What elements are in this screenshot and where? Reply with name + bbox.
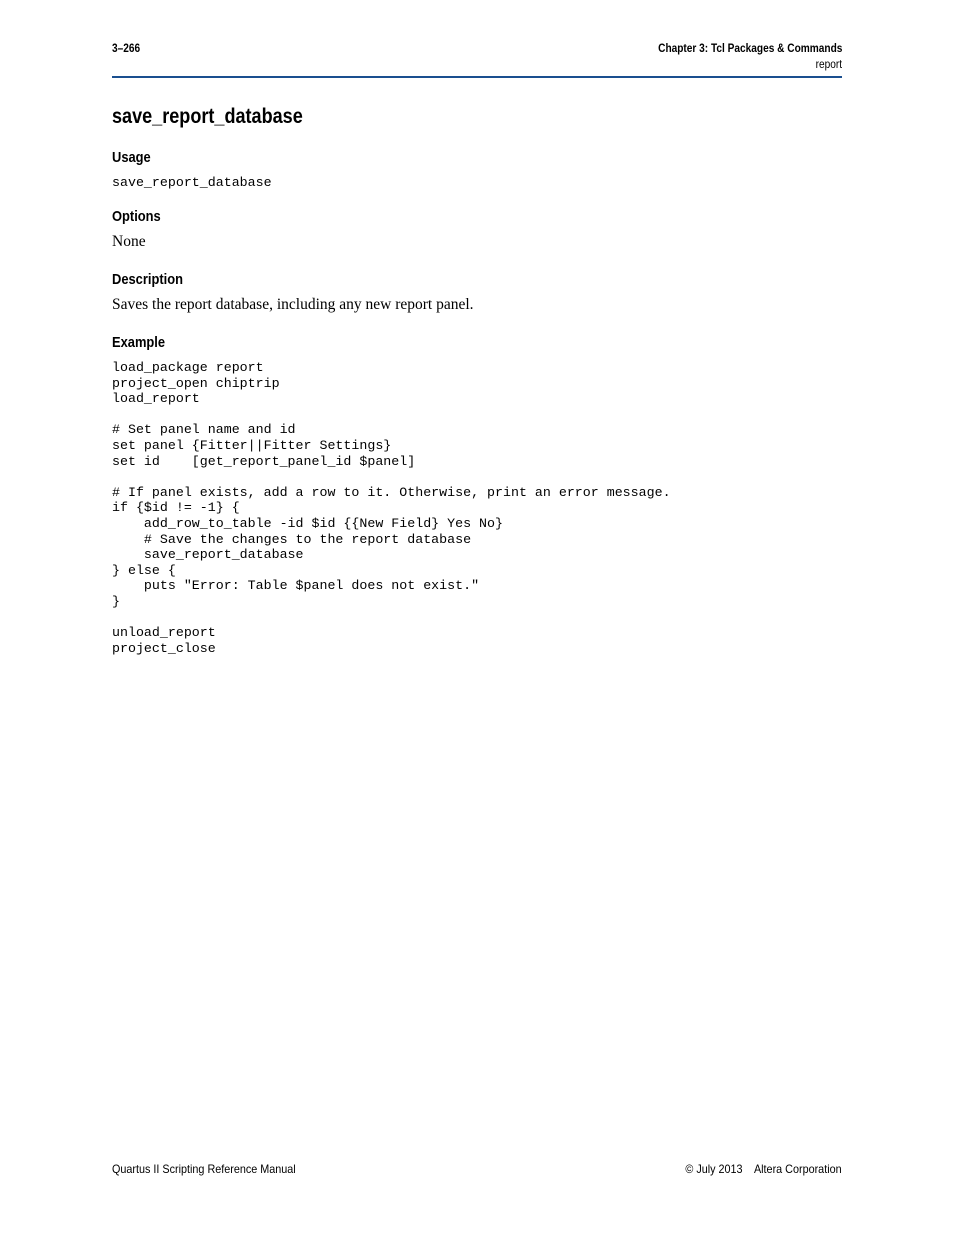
- footer-manual-title: Quartus II Scripting Reference Manual: [112, 1162, 296, 1176]
- page-number: 3–266: [112, 43, 141, 55]
- usage-heading: Usage: [112, 149, 151, 166]
- options-text: None: [112, 233, 146, 250]
- chapter-title: Chapter 3: Tcl Packages & Commands: [657, 43, 842, 55]
- command-title: save_report_database: [112, 105, 303, 128]
- usage-code: save_report_database: [112, 175, 272, 190]
- description-heading: Description: [112, 271, 183, 288]
- section-name: report: [815, 59, 842, 71]
- example-code: load_package report project_open chiptrip load_report # Set panel name and id set panel {Fitter||Fitter Settings} set id [get_report_panel_id $panel] # If panel exists, add a row to it. Otherwise, print an error message. if {$id != -1} { add_row_to_table -id $id {{New Field} Yes No} # Save the changes to the report database save_report_database } else { puts "Error: Table $panel does not exist." } unload_report project_close: [112, 360, 671, 656]
- page-header: [112, 42, 842, 76]
- header-rule: [112, 76, 842, 78]
- footer-copyright: © July 2013 Altera Corporation: [685, 1162, 842, 1176]
- options-heading: Options: [112, 208, 161, 225]
- example-heading: Example: [112, 334, 166, 351]
- description-text: Saves the report database, including any new report panel.: [112, 296, 474, 313]
